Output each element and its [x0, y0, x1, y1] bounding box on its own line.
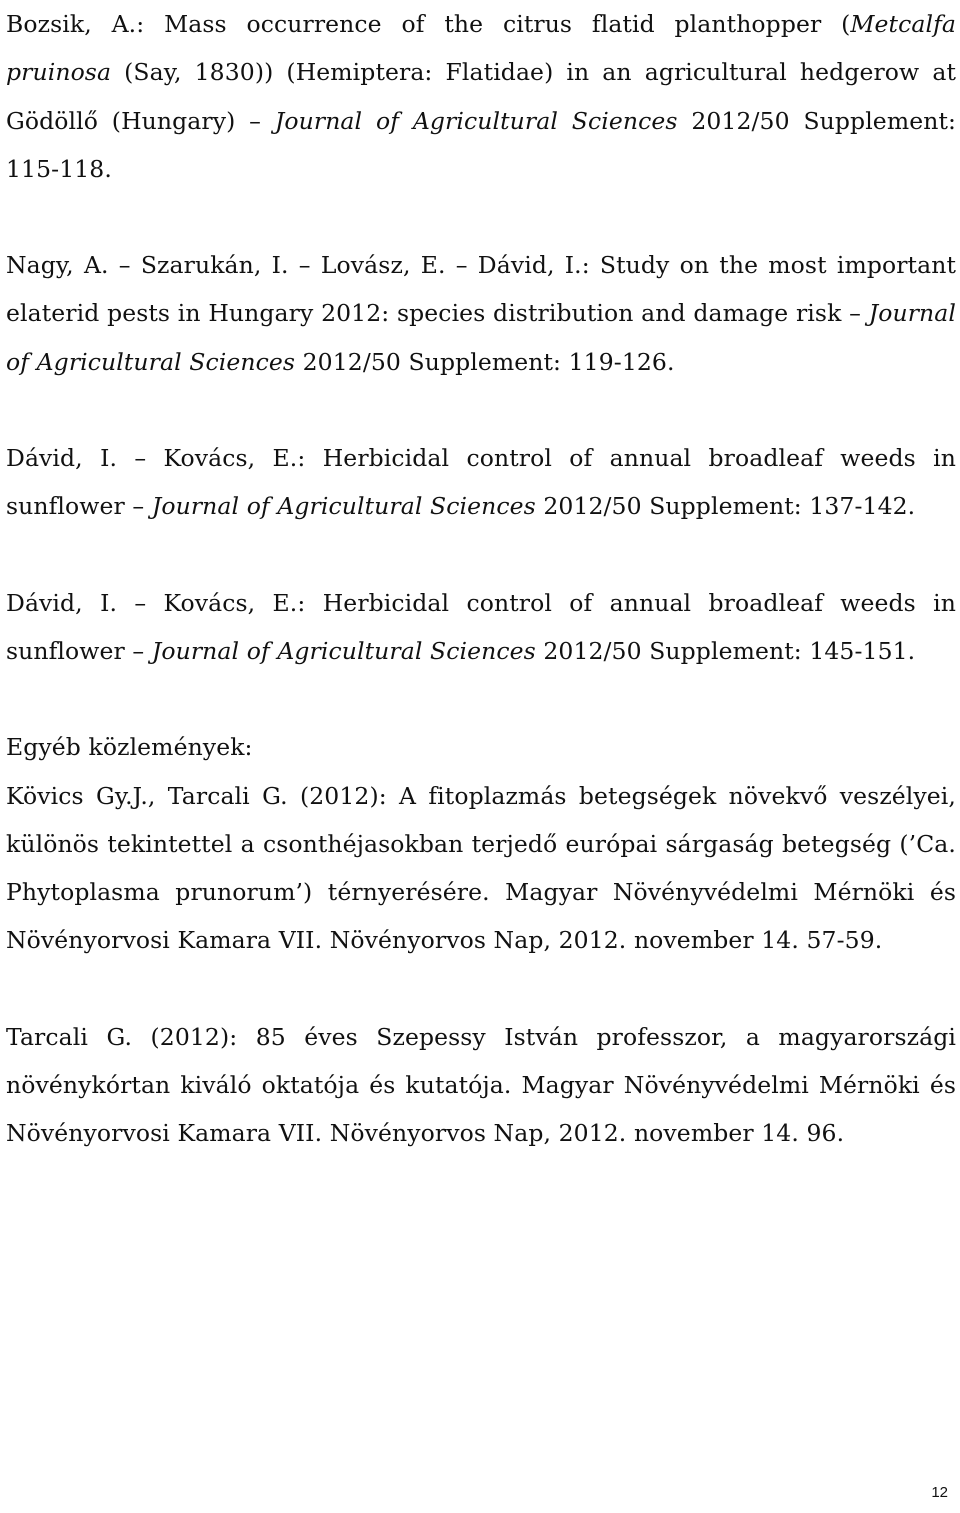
- journal-name: Journal of Agricultural Sciences: [274, 106, 678, 135]
- reference-david-2: [6, 579, 956, 676]
- reference-details: 2012/50 Supplement: 137-142.: [535, 492, 916, 521]
- reference-authors: Dávid, I. – Kovács, E.:: [6, 588, 323, 617]
- reference-details: 2012/50 Supplement: 115-118.: [6, 106, 957, 183]
- reference-bozsik: [6, 0, 956, 193]
- journal-name: Journal of Agricultural Sciences: [151, 636, 536, 665]
- species-name: Metcalfa pruinosa: [6, 10, 956, 87]
- publication-kovics-tarcali: Kövics Gy.J., Tarcali G. (2012): A fitoplazmás betegségek növekvő veszélyei, különös tekintettel a csonthéjasokban terjedő európai sárgaság betegség (’Ca. Phytoplasma prunorum’) térnyerésére. Magyar Növényvédelmi Mérnöki és Növényorvosi Kamara VII. Növényorvos Nap, 2012. november 14. 57-59.: [6, 781, 956, 955]
- journal-name: Journal of Agricultural Sciences: [151, 492, 536, 521]
- reference-authors: Dávid, I. – Kovács, E.:: [6, 444, 323, 473]
- section-heading-other-publications: Egyéb közlemények:: [6, 733, 253, 762]
- reference-title: Mass occurrence of the citrus flatid planthopper (: [164, 10, 851, 38]
- reference-nagy: [6, 241, 956, 386]
- reference-title-continued: (Say, 1830)) (Hemiptera: Flatidae) in an agricultural hedgerow at Gödöllő (Hungary) –: [6, 58, 956, 135]
- reference-title: Herbicidal control of annual broadleaf weeds in sunflower –: [6, 444, 956, 521]
- reference-authors: Nagy, A. – Szarukán, I. – Lovász, E. – Dávid, I.:: [6, 251, 600, 280]
- journal-name: Journal of Agricultural Sciences: [6, 299, 956, 376]
- reference-title: Study on the most important elaterid pests in Hungary 2012: species distribution and damage risk –: [6, 251, 956, 328]
- reference-details: 2012/50 Supplement: 119-126.: [295, 347, 675, 376]
- reference-authors: Bozsik, A.:: [6, 10, 165, 38]
- reference-title: Herbicidal control of annual broadleaf weeds in sunflower –: [6, 588, 956, 665]
- reference-details: 2012/50 Supplement: 145-151.: [535, 636, 916, 665]
- publication-tarcali: Tarcali G. (2012): 85 éves Szepessy István professzor, a magyarországi növénykórtan kiváló oktatója és kutatója. Magyar Növényvédelmi Mérnöki és Növényorvosi Kamara VII. Növényorvos Nap, 2012. november 14. 96.: [6, 1022, 956, 1148]
- page-number: 12: [931, 1484, 948, 1501]
- document-page: [6, 0, 956, 1158]
- reference-david-1: [6, 434, 956, 531]
